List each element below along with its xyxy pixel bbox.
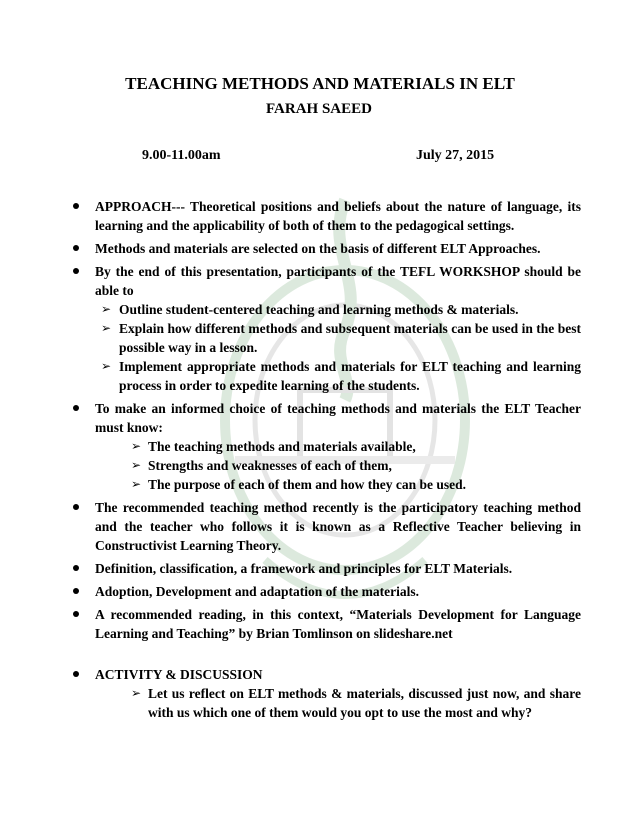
bullet-list <box>95 197 581 722</box>
bullet-item <box>95 665 581 722</box>
bullet-dot-icon <box>73 203 79 209</box>
bullet-text: Definition, classification, a framework and principles for ELT Materials. <box>95 561 513 576</box>
sub-bullet-text: Let us reflect on ELT methods & materials, discussed just now, and share with us which one of them would you opt to use the most and why? <box>148 686 581 720</box>
bullet-item <box>95 197 581 235</box>
sub-bullet-item <box>95 357 581 395</box>
bullet-dot-icon <box>73 268 79 274</box>
arrow-right-icon: ➢ <box>131 458 142 472</box>
bullet-item <box>95 262 581 395</box>
sub-bullet-item <box>95 684 581 722</box>
sub-bullet-text: The purpose of each of them and how they can be used. <box>148 477 467 492</box>
bullet-dot-icon <box>73 405 79 411</box>
bullet-dot-icon <box>73 504 79 510</box>
arrow-right-icon: ➢ <box>101 321 112 335</box>
bullet-dot-icon <box>73 245 79 251</box>
arrow-right-icon: ➢ <box>131 477 142 491</box>
bullet-text: Adoption, Development and adaptation of the materials. <box>95 584 420 599</box>
arrow-right-icon: ➢ <box>101 359 112 373</box>
sub-bullet-item <box>95 319 581 357</box>
arrow-right-icon: ➢ <box>131 439 142 453</box>
sub-bullet-text: Outline student-centered teaching and learning methods & materials. <box>119 302 519 317</box>
sub-bullet-item <box>95 475 581 494</box>
sub-bullet-list <box>95 300 581 395</box>
sub-bullet-item <box>95 437 581 456</box>
bullet-item <box>95 559 581 578</box>
bullet-item <box>95 582 581 601</box>
bullet-text: The recommended teaching method recently is the participatory teaching method and the teacher who follows it is known as a Reflective Teacher believing in Constructivist Learning Theory. <box>95 500 581 553</box>
bullet-text: To make an informed choice of teaching methods and materials the ELT Teacher must know: <box>95 401 581 435</box>
bullet-dot-icon <box>73 565 79 571</box>
sub-bullet-item <box>95 456 581 475</box>
bullet-text: ACTIVITY & DISCUSSION <box>95 667 263 682</box>
sub-bullet-text: The teaching methods and materials available, <box>148 439 416 454</box>
bullet-text: Methods and materials are selected on the basis of different ELT Approaches. <box>95 241 541 256</box>
bullet-text: APPROACH--- Theoretical positions and beliefs about the nature of language, its learning and the applicability of both of them to the pedagogical settings. <box>95 199 581 233</box>
bullet-content <box>95 197 581 726</box>
bullet-dot-icon <box>73 611 79 617</box>
sub-bullet-item <box>95 300 581 319</box>
bullet-item <box>95 399 581 494</box>
sub-bullet-text: Strengths and weaknesses of each of them, <box>148 458 392 473</box>
arrow-right-icon: ➢ <box>131 686 142 700</box>
bullet-dot-icon <box>73 671 79 677</box>
bullet-item <box>95 239 581 258</box>
spacer <box>95 647 581 661</box>
bullet-item <box>95 605 581 643</box>
sub-bullet-list <box>95 684 581 722</box>
bullet-text: A recommended reading, in this context, “Materials Development for Language Learning and Teaching” by Brian Tomlinson on slideshare.net <box>95 607 581 641</box>
sub-bullet-list <box>95 437 581 494</box>
session-time: 9.00-11.00am <box>142 148 221 163</box>
sub-bullet-text: Implement appropriate methods and materials for ELT teaching and learning process in order to expedite learning of the students. <box>119 359 581 393</box>
sub-bullet-text: Explain how different methods and subsequent materials can be used in the best possible way in a lesson. <box>119 321 581 355</box>
bullet-item <box>95 498 581 555</box>
bullet-dot-icon <box>73 588 79 594</box>
bullet-text: By the end of this presentation, participants of the TEFL WORKSHOP should be able to <box>95 264 581 298</box>
author-name: FARAH SAEED <box>266 101 372 117</box>
page-title: TEACHING METHODS AND MATERIALS IN ELT <box>125 74 515 93</box>
arrow-right-icon: ➢ <box>101 302 112 316</box>
session-date: July 27, 2015 <box>416 148 495 163</box>
